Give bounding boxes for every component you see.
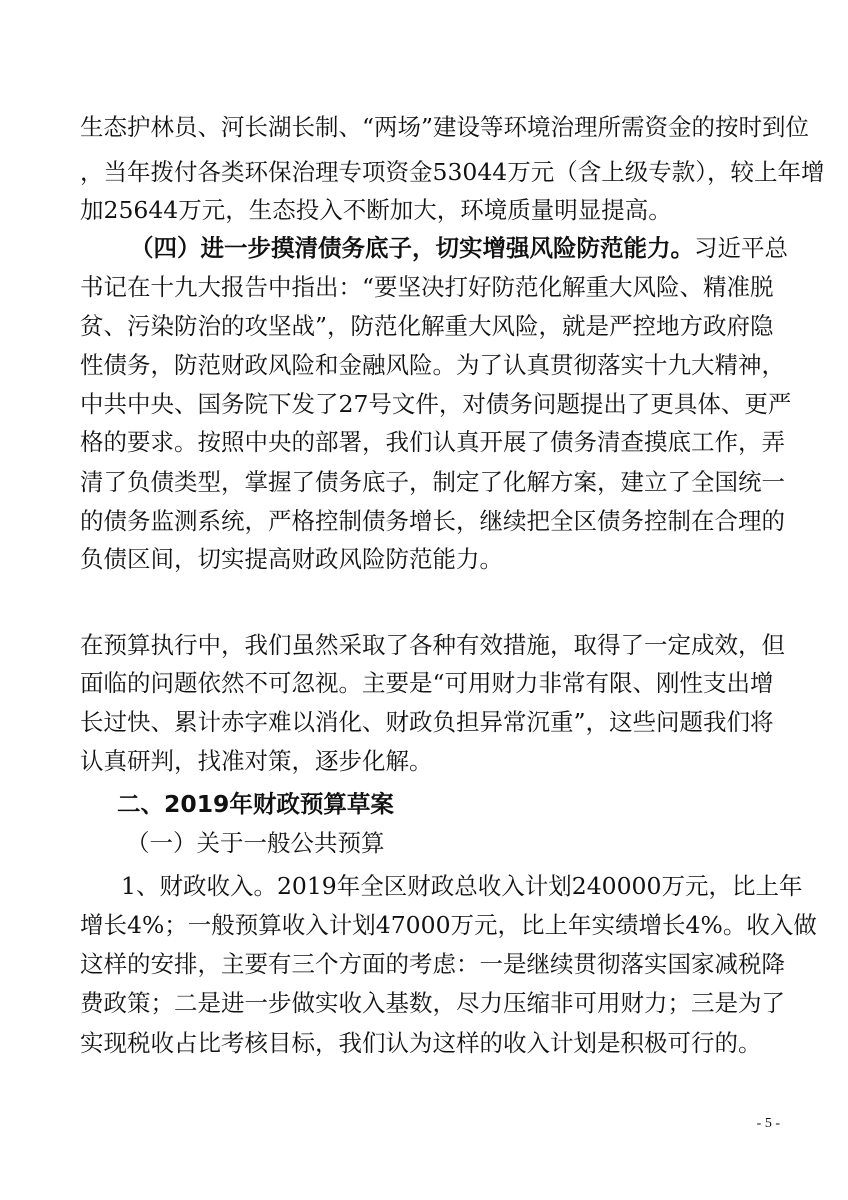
text-line: 长过快、累计赤字难以消化、财政负担异常沉重”，这些问题我们将 <box>80 708 774 736</box>
text-span: 习近平总 <box>694 234 788 262</box>
text-line: 贫、污染防治的攻坚战”，防范化解重大风险，就是严控地方政府隐 <box>80 312 774 340</box>
text-line: 加25644万元，生态投入不断加大，环境质量明显提高。 <box>80 196 672 224</box>
text-line: 中共中央、国务院下发了27号文件，对债务问题提出了更具体、更严 <box>80 390 792 418</box>
text-line: 增长4%；一般预算收入计划47000万元，比上年实绩增长4%。收入做 <box>80 911 817 939</box>
text-line: 清了负债类型，掌握了债务底子，制定了化解方案，建立了全国统一 <box>80 468 785 496</box>
text-line: ，当年拨付各类环保治理专项资金53044万元（含上级专款），较上年增 <box>80 158 825 186</box>
text-line <box>130 233 788 263</box>
section-heading: 二、2019年财政预算草案 <box>117 790 394 818</box>
text-line: 这样的安排，主要有三个方面的考虑：一是继续贯彻落实国家减税降 <box>80 950 785 978</box>
text-line: 面临的问题依然不可忽视。主要是“可用财力非常有限、刚性支出增 <box>80 669 774 697</box>
text-line: 书记在十九大报告中指出：“要坚决打好防范化解重大风险、精准脱 <box>80 273 774 301</box>
text-line: 实现税收占比考核目标，我们认为这样的收入计划是积极可行的。 <box>80 1029 762 1057</box>
text-line: 的债务监测系统，严格控制债务增长，继续把全区债务控制在合理的 <box>80 507 785 535</box>
text-line: 格的要求。按照中央的部署，我们认真开展了债务清查摸底工作，弄 <box>80 428 785 456</box>
text-line: 1、财政收入。2019年全区财政总收入计划240000万元，比上年 <box>121 872 803 900</box>
text-line: 认真研判，找准对策，逐步化解。 <box>80 747 433 775</box>
text-line: 在预算执行中，我们虽然采取了各种有效措施，取得了一定成效，但 <box>80 631 785 659</box>
sub-heading: （一）关于一般公共预算 <box>126 829 385 857</box>
text-line: 费政策；二是进一步做实收入基数，尽力压缩非可用财力；三是为了 <box>80 989 785 1017</box>
text-line: 负债区间，切实提高财政风险防范能力。 <box>80 545 503 573</box>
text-line: 生态护林员、河长湖长制、“两场”建设等环境治理所需资金的按时到位 <box>80 113 810 141</box>
bold-lead-heading: （四）进一步摸清债务底子，切实增强风险防范能力。 <box>130 234 694 262</box>
page-number: - 5 - <box>756 1116 780 1131</box>
text-line: 性债务，防范财政风险和金融风险。为了认真贯彻落实十九大精神， <box>80 351 785 379</box>
